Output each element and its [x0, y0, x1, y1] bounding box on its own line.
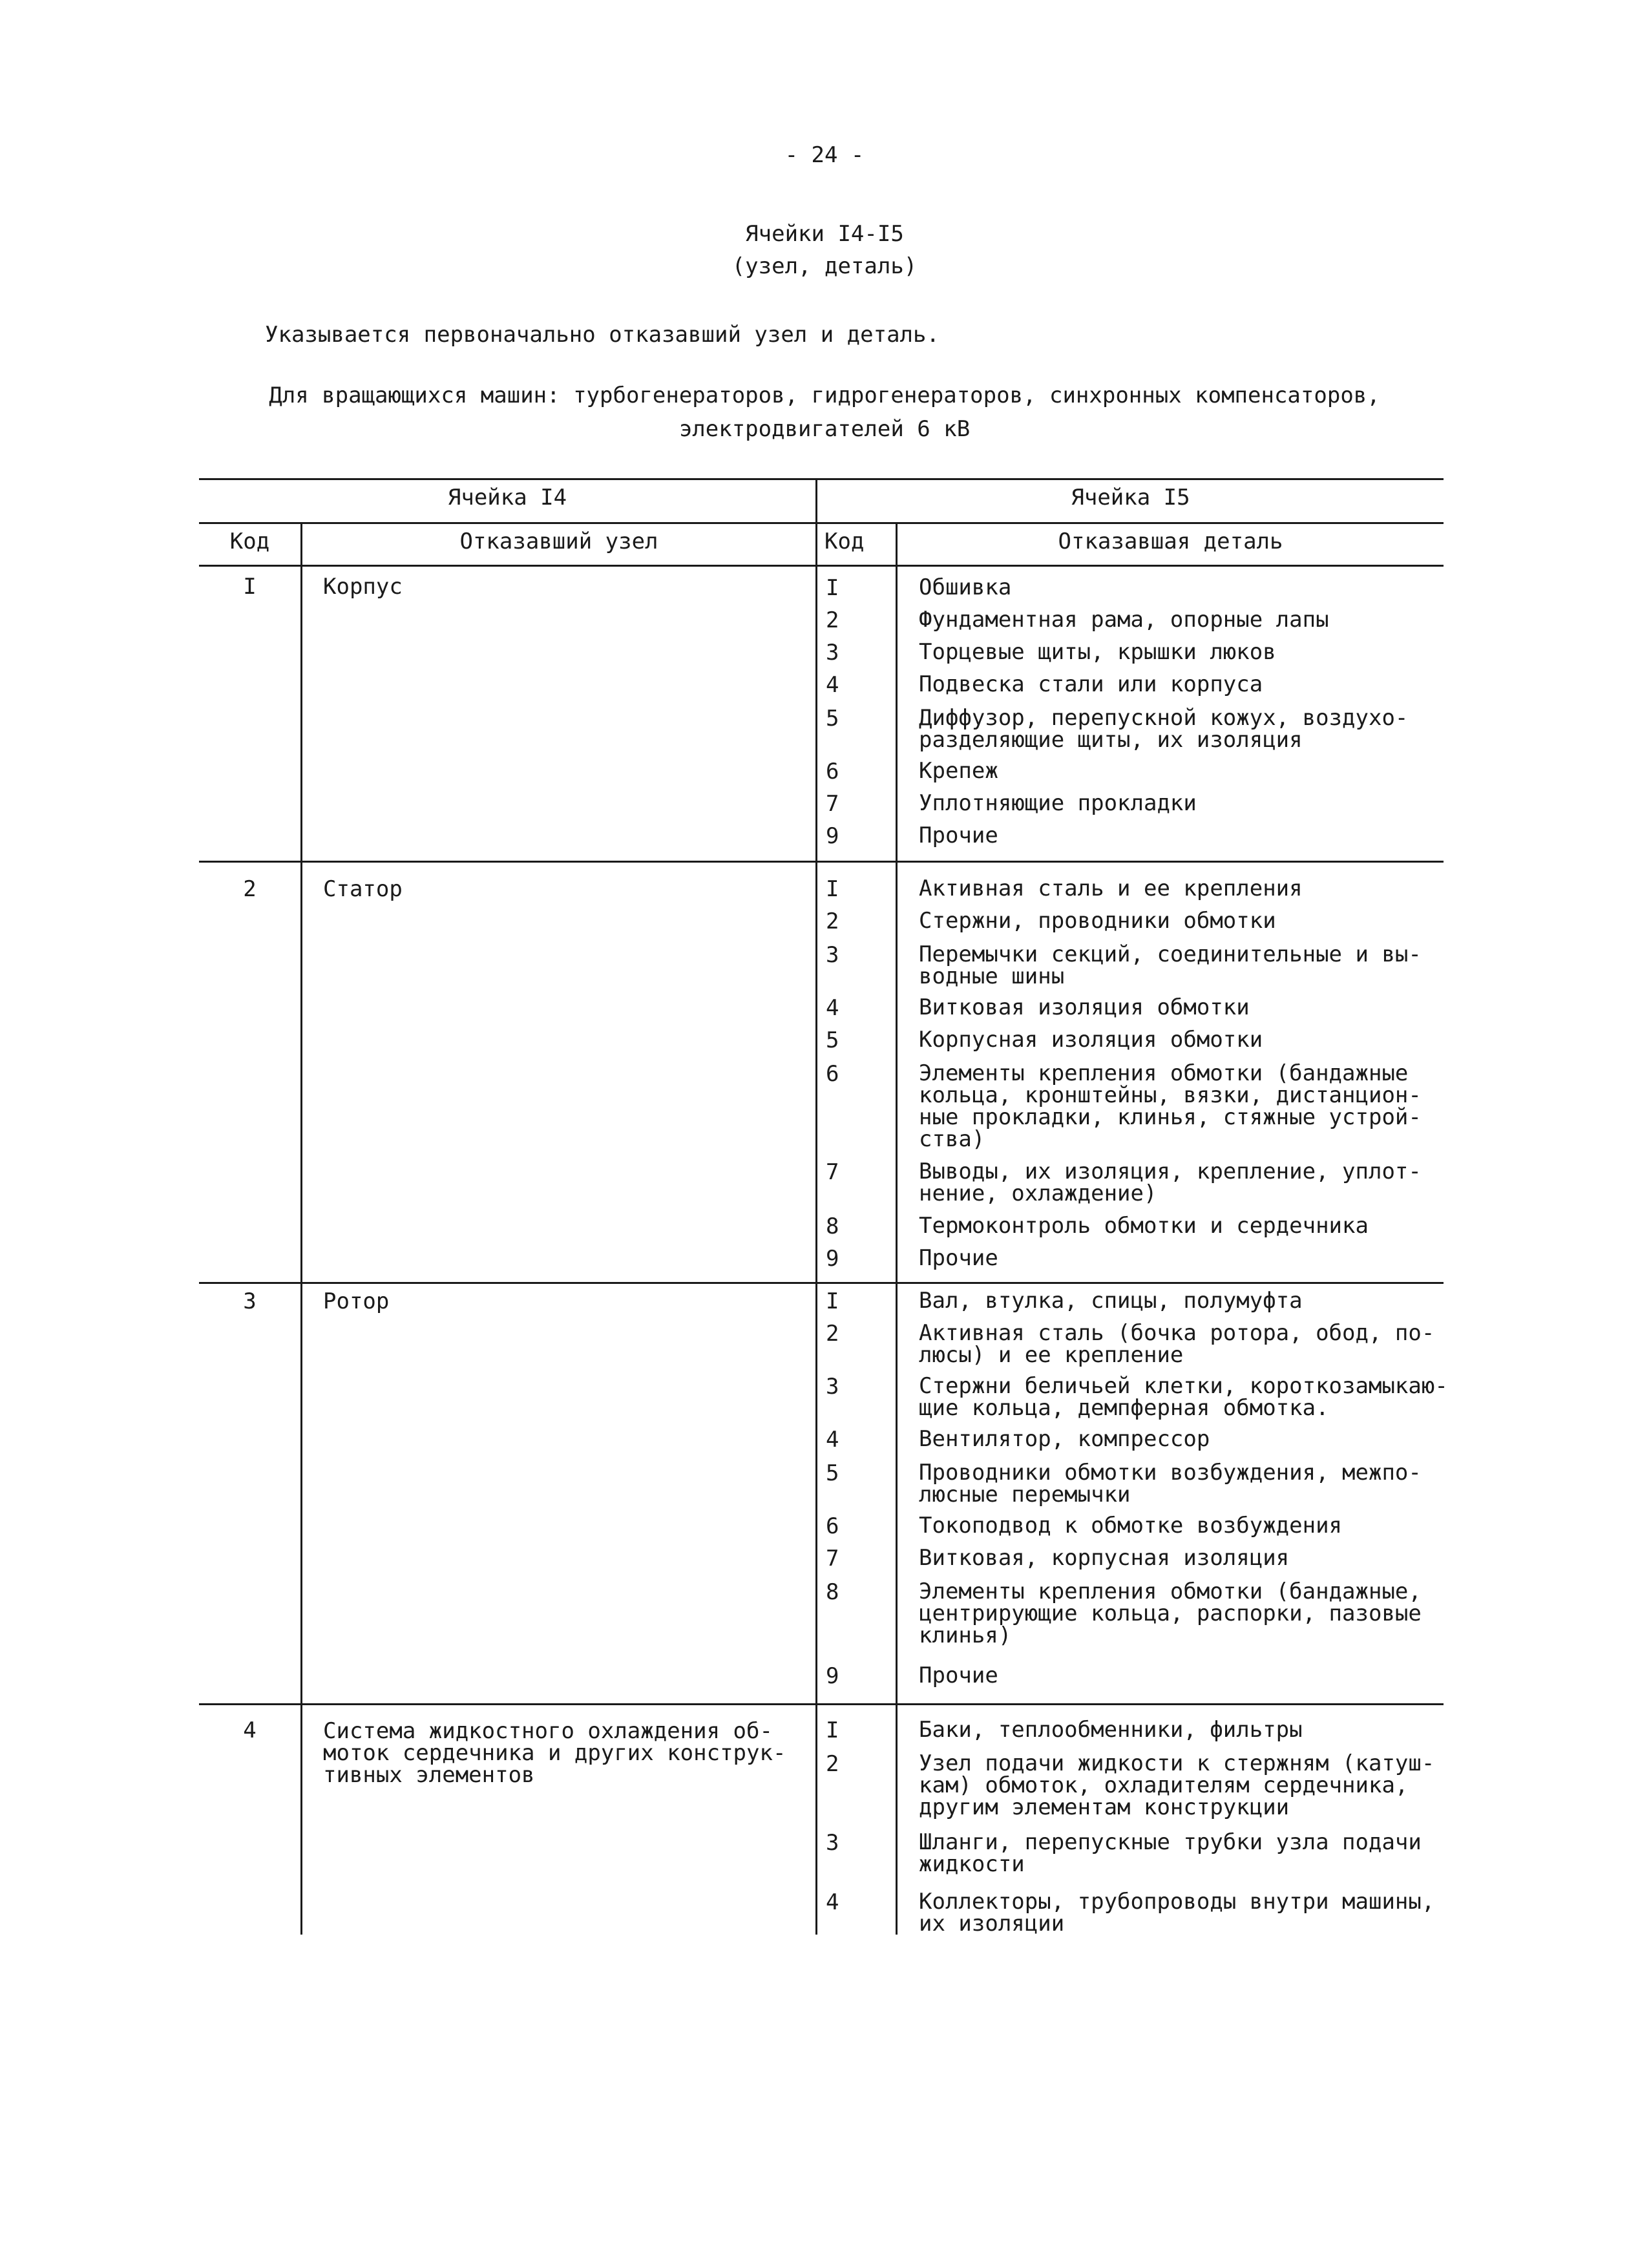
detail-text: Активная сталь и ее крепления [919, 876, 1303, 901]
col-header-code: Код [229, 529, 270, 554]
detail-code: 6 [826, 1061, 839, 1087]
detail-code: 9 [826, 1246, 839, 1272]
detail-code: 2 [826, 607, 839, 633]
detail-code: 5 [826, 1460, 839, 1486]
detail-text: Вал, втулка, спицы, полумуфта [919, 1288, 1303, 1314]
detail-code: 4 [826, 995, 839, 1021]
group-unit: Ротор [323, 1288, 390, 1314]
detail-code: 6 [826, 1513, 839, 1539]
detail-code: 7 [826, 1546, 839, 1571]
detail-text: Диффузор, перепускной кожух, воздухо- разделяющие щиты, их изоляция [919, 705, 1409, 753]
detail-code: 3 [826, 1830, 839, 1856]
detail-text: Проводники обмотки возбуждения, межпо- люсные перемычки [919, 1460, 1422, 1507]
detail-text: Токоподвод к обмотке возбуждения [919, 1513, 1343, 1538]
detail-text: Коллекторы, трубопроводы внутри машины, их изоляции [919, 1889, 1435, 1937]
detail-text: Подвеска стали или корпуса [919, 671, 1263, 697]
detail-code: 4 [826, 1889, 839, 1915]
table-top-rule [199, 478, 1444, 480]
header-rule-2 [199, 565, 1444, 567]
detail-text: Элементы крепления обмотки (бандажные кольца, кронштейны, вязки, дистанцион- ные прокладки, клинья, стяжные устрой- ства) [919, 1060, 1422, 1152]
group-unit: Корпус [323, 574, 403, 600]
detail-code: 6 [826, 759, 839, 784]
detail-text: Уплотняющие прокладки [919, 790, 1197, 816]
detail-text: Фундаментная рама, опорные лапы [919, 607, 1329, 633]
group-code: 3 [243, 1288, 257, 1314]
cell15-title: Ячейка I5 [1071, 485, 1190, 510]
subheading-line2: электродвигателей 6 кВ [678, 416, 971, 442]
detail-code: 4 [826, 672, 839, 698]
detail-text: Торцевые щиты, крышки люков [919, 639, 1276, 665]
heading-unit-detail: (узел, деталь) [731, 253, 918, 279]
col-header-detail: Отказавшая деталь [1058, 529, 1283, 554]
col-header-unit: Отказавший узел [459, 529, 658, 554]
detail-text: Вентилятор, компрессор [919, 1426, 1210, 1452]
detail-code: I [826, 1717, 839, 1743]
detail-code: I [826, 876, 839, 902]
header-rule-1 [199, 522, 1444, 524]
detail-code: 3 [826, 640, 839, 666]
detail-text: Шланги, перепускные трубки узла подачи жидкости [919, 1829, 1422, 1877]
group-unit: Система жидкостного охлаждения об- моток сердечника и других конструк- тивных элементов [323, 1718, 786, 1788]
col-rule-code [300, 522, 302, 1935]
detail-text: Прочие [919, 1663, 998, 1688]
group-rule-1 [199, 861, 1444, 863]
group-rule-2 [199, 1282, 1444, 1284]
detail-code: 3 [826, 942, 839, 968]
detail-code: 2 [826, 908, 839, 934]
detail-text: Стержни, проводники обмотки [919, 908, 1276, 934]
detail-code: 2 [826, 1321, 839, 1347]
detail-text: Узел подачи жидкости к стержням (катуш- кам) обмоток, охладителям сердечника, другим элементам конструкции [919, 1750, 1435, 1820]
detail-text: Перемычки секций, соединительные и вы- водные шины [919, 941, 1422, 989]
group-code: I [243, 574, 257, 600]
group-code: 2 [243, 876, 257, 902]
heading-cells: Ячейки I4-I5 [745, 221, 904, 247]
detail-text: Прочие [919, 823, 998, 848]
detail-code: 9 [826, 823, 839, 849]
detail-code: 9 [826, 1663, 839, 1689]
detail-code: 8 [826, 1579, 839, 1605]
detail-code: I [826, 1288, 839, 1314]
detail-text: Элементы крепления обмотки (бандажные, центрирующие кольца, распорки, пазовые клинья) [919, 1579, 1422, 1648]
group-unit: Статор [323, 876, 403, 902]
detail-text: Стержни беличьей клетки, короткозамыкаю- щие кольца, демпферная обмотка. [919, 1373, 1448, 1421]
detail-code: 8 [826, 1213, 839, 1239]
detail-code: 2 [826, 1751, 839, 1777]
detail-text: Витковая, корпусная изоляция [919, 1545, 1290, 1571]
detail-code: 5 [826, 1027, 839, 1053]
detail-text: Витковая изоляция обмотки [919, 994, 1250, 1020]
detail-text: Крепеж [919, 758, 998, 784]
subheading-line1: Для вращающихся машин: турбогенераторов, гидрогенераторов, синхронных компенсаторов, [269, 383, 1380, 408]
group-rule-3 [199, 1703, 1444, 1705]
detail-code: I [826, 575, 839, 601]
detail-text: Термоконтроль обмотки и сердечника [919, 1213, 1369, 1239]
detail-code: 4 [826, 1427, 839, 1453]
detail-text: Выводы, их изоляция, крепление, уплот- нение, охлаждение) [919, 1159, 1422, 1206]
detail-code: 7 [826, 1159, 839, 1185]
intro-text: Указывается первоначально отказавший узел и деталь. [265, 322, 940, 348]
cell14-title: Ячейка I4 [447, 485, 567, 510]
detail-text: Корпусная изоляция обмотки [919, 1027, 1263, 1053]
detail-code: 5 [826, 706, 839, 731]
detail-text: Баки, теплообменники, фильтры [919, 1717, 1303, 1743]
detail-text: Активная сталь (бочка ротора, обод, по- люсы) и ее крепление [919, 1320, 1435, 1368]
detail-code: 3 [826, 1374, 839, 1400]
col-header-code2: Код [824, 529, 865, 554]
detail-code: 7 [826, 791, 839, 817]
col-rule-mid [815, 478, 817, 1935]
detail-text: Прочие [919, 1245, 998, 1271]
detail-text: Обшивка [919, 574, 1012, 600]
page-number: - 24 - [784, 142, 865, 168]
col-rule-code2 [896, 522, 898, 1935]
group-code: 4 [243, 1717, 257, 1743]
